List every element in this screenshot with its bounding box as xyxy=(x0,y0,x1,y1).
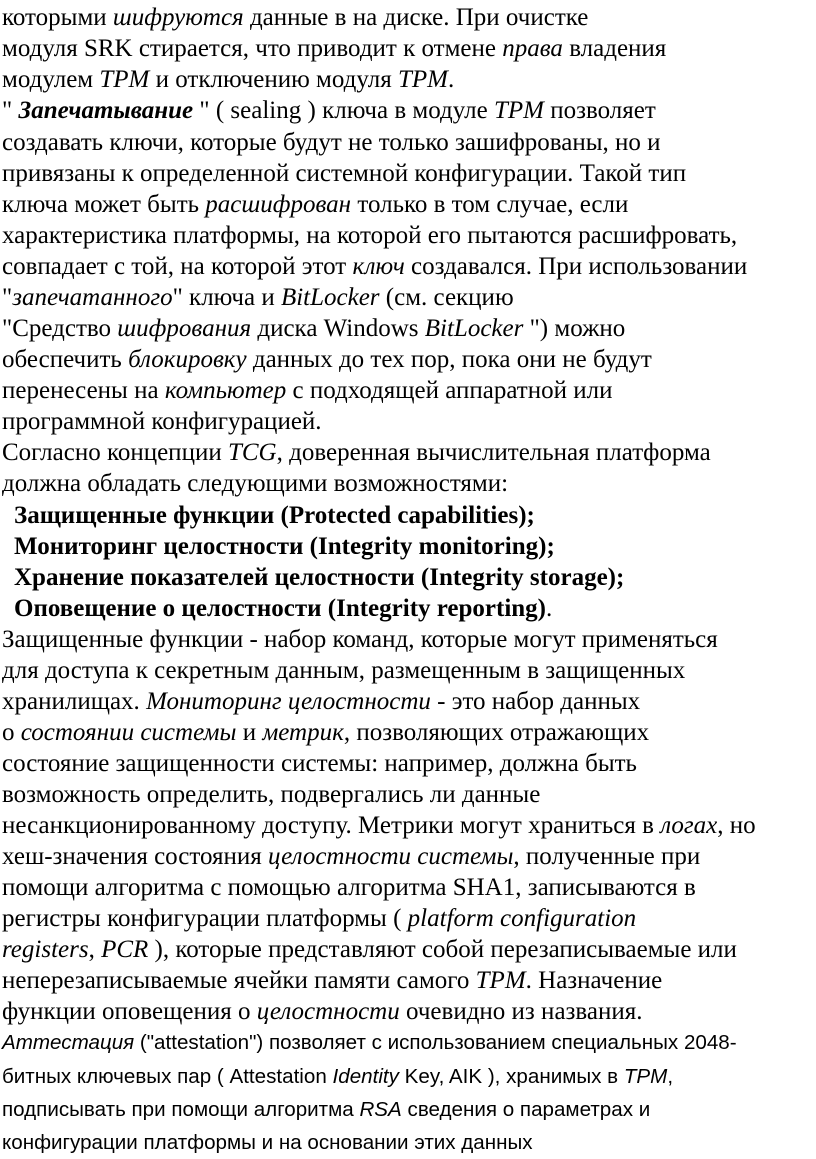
text-segment: создавался. При использовании xyxy=(404,253,748,280)
italic-text: расшифрован xyxy=(205,191,352,218)
italic-text: registers xyxy=(2,936,89,963)
bold-text: Оповещение о целостности (Integrity reporting) xyxy=(14,595,547,622)
text-segment: , но xyxy=(717,812,756,839)
text-segment: регистры конфигурации платформы ( xyxy=(2,905,408,932)
text-line xyxy=(2,1061,673,1093)
italic-text: целостности xyxy=(256,998,400,1025)
italic-text: шифрования xyxy=(117,315,252,342)
italic-text: Мониторинг целостности xyxy=(146,688,431,715)
text-line xyxy=(2,779,540,810)
text-line xyxy=(14,500,535,531)
italic-text: TPM xyxy=(493,97,544,124)
text-segment: диска Windows xyxy=(251,315,425,342)
text-line xyxy=(2,33,666,64)
text-line xyxy=(2,375,612,406)
text-segment: совпадает с той, на которой этот xyxy=(2,253,353,280)
italic-text: TPM xyxy=(398,66,448,93)
text-segment: очевидно из названия. xyxy=(399,998,643,1025)
text-segment: , xyxy=(88,936,102,963)
text-line xyxy=(14,531,555,562)
text-segment: ), которые представляют собой перезаписываемые или xyxy=(148,936,737,963)
bold-text: Запечатывание xyxy=(18,97,194,124)
text-segment: "Средство xyxy=(2,315,118,342)
text-line xyxy=(2,220,737,251)
italic-text: метрик xyxy=(262,719,344,746)
text-line xyxy=(14,593,552,624)
text-segment: которыми xyxy=(2,4,113,31)
text-line xyxy=(2,468,508,499)
text-segment: перенесены на xyxy=(2,377,165,404)
italic-text: TPM xyxy=(623,1065,668,1088)
text-segment: . Назначение xyxy=(525,967,663,994)
text-line xyxy=(2,965,662,996)
text-line xyxy=(2,624,718,655)
text-segment: хранилищах. xyxy=(2,688,147,715)
text-segment: , доверенная вычислительная платформа xyxy=(276,439,711,466)
text-segment: ") можно xyxy=(523,315,626,342)
text-segment: владения xyxy=(562,35,667,62)
italic-text: блокировку xyxy=(128,346,247,373)
italic-text: ключ xyxy=(352,253,405,280)
italic-text: шифруются xyxy=(112,4,244,31)
text-segment: Key, AIK ), хранимых в xyxy=(398,1065,624,1088)
text-segment: " xyxy=(2,97,19,124)
text-segment: только в том случае, если xyxy=(351,191,629,218)
text-segment: . xyxy=(448,66,455,93)
text-line xyxy=(2,437,711,468)
text-line xyxy=(2,1027,737,1059)
italic-text: BitLocker xyxy=(280,284,380,311)
text-segment: и xyxy=(236,719,263,746)
text-segment: ключа может быть xyxy=(2,191,206,218)
text-segment: характеристика платформы, на которой его пытаются расшифровать, xyxy=(2,222,738,249)
text-line xyxy=(2,996,643,1027)
text-segment: возможность определить, подвергались ли данные xyxy=(2,781,541,808)
italic-text: компьютер xyxy=(164,377,287,404)
text-line xyxy=(2,64,454,95)
text-segment: программной конфигурацией. xyxy=(2,408,322,435)
text-line xyxy=(2,1127,533,1159)
text-segment: о xyxy=(2,719,21,746)
text-segment: модуля SRK стирается, что приводит к отмене xyxy=(2,35,503,62)
text-segment: состояние защищенности системы: например, должна быть xyxy=(2,750,637,777)
text-line xyxy=(2,282,514,313)
text-line xyxy=(2,748,637,779)
italic-text: RSA xyxy=(359,1098,402,1121)
text-line xyxy=(2,95,656,126)
text-segment: и отключению модуля xyxy=(149,66,398,93)
text-segment: данных до тех пор, пока они не будут xyxy=(246,346,652,373)
text-segment: подписывать при помощи алгоритма xyxy=(2,1098,360,1121)
text-line xyxy=(2,406,322,437)
text-line xyxy=(2,934,737,965)
text-line xyxy=(2,686,640,717)
italic-text: запечатанного xyxy=(12,284,173,311)
text-segment: несанкционированному доступу. Метрики могут храниться в xyxy=(2,812,661,839)
italic-text: права xyxy=(502,35,563,62)
text-segment: ("attestation") позволяет с использованием специальных 2048- xyxy=(134,1031,737,1054)
italic-text: TPM xyxy=(99,66,150,93)
text-segment: " ключа и xyxy=(172,284,281,311)
text-line xyxy=(2,344,652,375)
text-line xyxy=(2,127,661,158)
text-segment: хеш-значения состояния xyxy=(2,843,269,870)
bold-text: Мониторинг целостности (Integrity monitoring); xyxy=(14,533,555,560)
text-line xyxy=(2,251,747,282)
text-segment: неперезаписываемые ячейки памяти самого xyxy=(2,967,476,994)
italic-text: TCG xyxy=(227,439,277,466)
text-line xyxy=(2,655,685,686)
italic-text: TPM xyxy=(475,967,526,994)
text-segment: " ( sealing ) ключа в модуле xyxy=(193,97,494,124)
italic-text: BitLocker xyxy=(424,315,524,342)
text-segment: для доступа к секретным данным, размещенным в защищенных xyxy=(2,657,686,684)
text-segment: Защищенные функции - набор команд, которые могут применяться xyxy=(2,626,718,653)
text-segment: данные в на диске. При очистке xyxy=(243,4,589,31)
text-segment: с подходящей аппаратной или xyxy=(286,377,613,404)
text-segment: модулем xyxy=(2,66,100,93)
text-segment: . xyxy=(546,595,553,622)
italic-text: platform configuration xyxy=(407,905,637,932)
text-segment: - это набор данных xyxy=(430,688,641,715)
text-segment: функции оповещения о xyxy=(2,998,257,1025)
text-segment: должна обладать следующими возможностями: xyxy=(2,470,509,497)
italic-text: PCR xyxy=(101,936,149,963)
text-segment: Согласно концепции xyxy=(2,439,228,466)
italic-text: Аттестация xyxy=(2,1031,135,1054)
text-segment: конфигурации платформы и на основании этих данных xyxy=(2,1131,533,1154)
text-segment: " xyxy=(2,284,13,311)
text-line xyxy=(2,717,649,748)
text-line xyxy=(2,841,700,872)
italic-text: состоянии системы xyxy=(20,719,237,746)
text-line xyxy=(2,2,588,33)
text-segment: , xyxy=(667,1065,674,1088)
text-line xyxy=(14,562,624,593)
text-segment: (см. секцию xyxy=(379,284,514,311)
text-line xyxy=(2,158,686,189)
italic-text: Identity xyxy=(332,1065,399,1088)
bold-text: Защищенные функции (Protected capabilities); xyxy=(14,502,535,529)
text-segment: , позволяющих отражающих xyxy=(343,719,650,746)
text-line xyxy=(2,872,696,903)
text-line xyxy=(2,189,628,220)
text-line xyxy=(2,313,625,344)
bold-text: Хранение показателей целостности (Integrity storage); xyxy=(14,564,625,591)
text-segment: битных ключевых пар ( Attestation xyxy=(2,1065,333,1088)
text-segment: помощи алгоритма с помощью алгоритма SHA1, записываются в xyxy=(2,874,696,901)
text-line xyxy=(2,1094,650,1126)
text-line xyxy=(2,810,756,841)
italic-text: целостности системы xyxy=(268,843,514,870)
text-segment: сведения о параметрах и xyxy=(401,1098,651,1121)
text-segment: привязаны к определенной системной конфигурации. Такой тип xyxy=(2,160,687,187)
text-segment: создавать ключи, которые будут не только зашифрованы, но и xyxy=(2,129,661,156)
italic-text: логах xyxy=(660,812,718,839)
text-segment: обеспечить xyxy=(2,346,129,373)
text-segment: позволяет xyxy=(543,97,656,124)
text-line xyxy=(2,903,636,934)
text-segment: , полученные при xyxy=(513,843,701,870)
